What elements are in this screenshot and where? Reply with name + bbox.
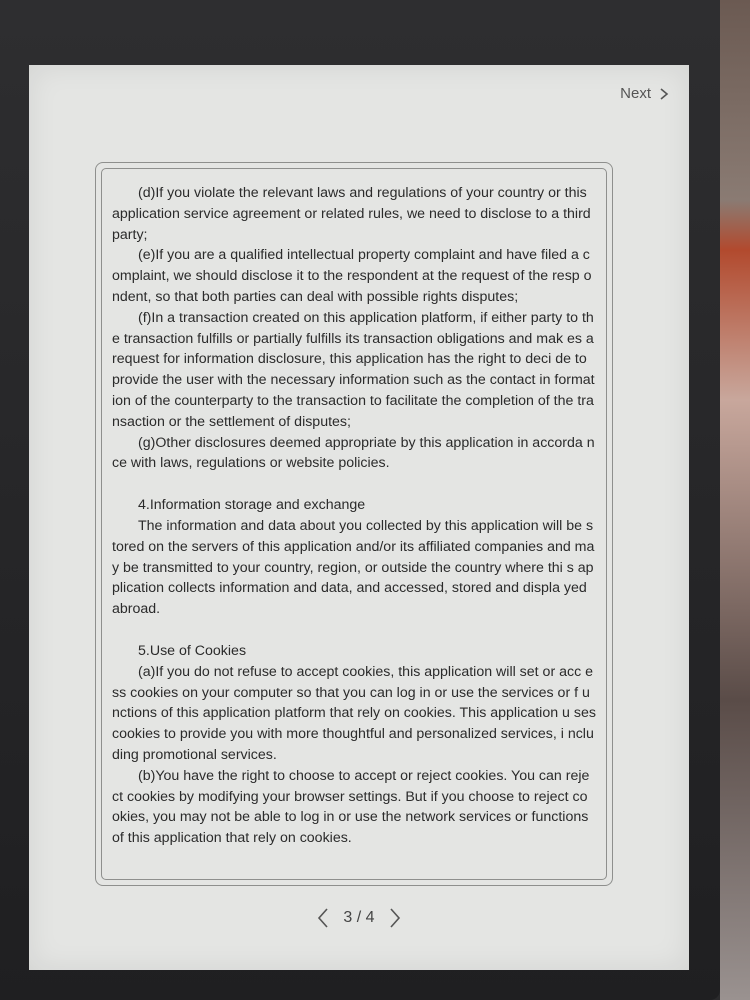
chevron-left-icon[interactable] xyxy=(315,907,331,929)
section-heading-cookies: 5.Use of Cookies xyxy=(138,642,247,659)
paragraph-storage: The information and data about you collected by this application will be stored on the servers of this application and/or its affiliated companies and may be transmitted to your country, region, or outside the country where thi s application collects information and data, and accessed, stored and displa yed abroad. xyxy=(112,517,595,618)
chevron-right-icon xyxy=(657,87,671,101)
paragraph-cookies-a: (a)If you do not refuse to accept cookies, this application will set or acc ess cookies on your computer so that you can log in or use the services or f unctions of this application platform that rely on cookies. This application u ses cookies to provide you with more thoughtful and personalized services, i ncluding promotional services. xyxy=(112,663,596,763)
page-navigator xyxy=(29,907,689,929)
next-button[interactable] xyxy=(620,85,671,102)
paragraph-f: (f)In a transaction created on this application platform, if either party to the transaction fulfills or partially fulfills its transaction obligations and mak es a request for information disclosure, this application has the right to deci de to provide the user with the necessary information such as the contact in formation of the counterparty to the transaction to facilitate the completion of the transaction or the settlement of disputes; xyxy=(112,309,595,430)
paragraph-d: (d)If you violate the relevant laws and regulations of your country or this application service agreement or related rules, we need to disclose to a third party; xyxy=(112,185,591,243)
spacer xyxy=(112,474,596,495)
page-indicator: 3 / 4 xyxy=(343,909,375,926)
paragraph-cookies-b: (b)You have the right to choose to accept or reject cookies. You can reje ct cookies by modifying your browser settings. But if you choose to reject co okies, you may not be able to log in or use the network services or functions of this application that rely on cookies. xyxy=(112,767,590,847)
agreement-frame xyxy=(95,162,613,886)
chevron-right-icon[interactable] xyxy=(387,907,403,929)
next-label: Next xyxy=(620,85,651,102)
paragraph-g: (g)Other disclosures deemed appropriate by this application in accorda nce with laws, regulations or website policies. xyxy=(112,434,595,472)
ereader-screen xyxy=(29,65,689,970)
section-heading-storage: 4.Information storage and exchange xyxy=(138,497,366,514)
agreement-text xyxy=(112,183,596,849)
paragraph-e: (e)If you are a qualified intellectual property complaint and have filed a complaint, we should disclose it to the respondent at the request of the resp ondent, so that both parties can deal with possible rights disputes; xyxy=(112,247,592,305)
agreement-inner-frame[interactable] xyxy=(101,168,607,880)
spacer xyxy=(112,620,596,641)
background-surface xyxy=(720,0,750,1000)
